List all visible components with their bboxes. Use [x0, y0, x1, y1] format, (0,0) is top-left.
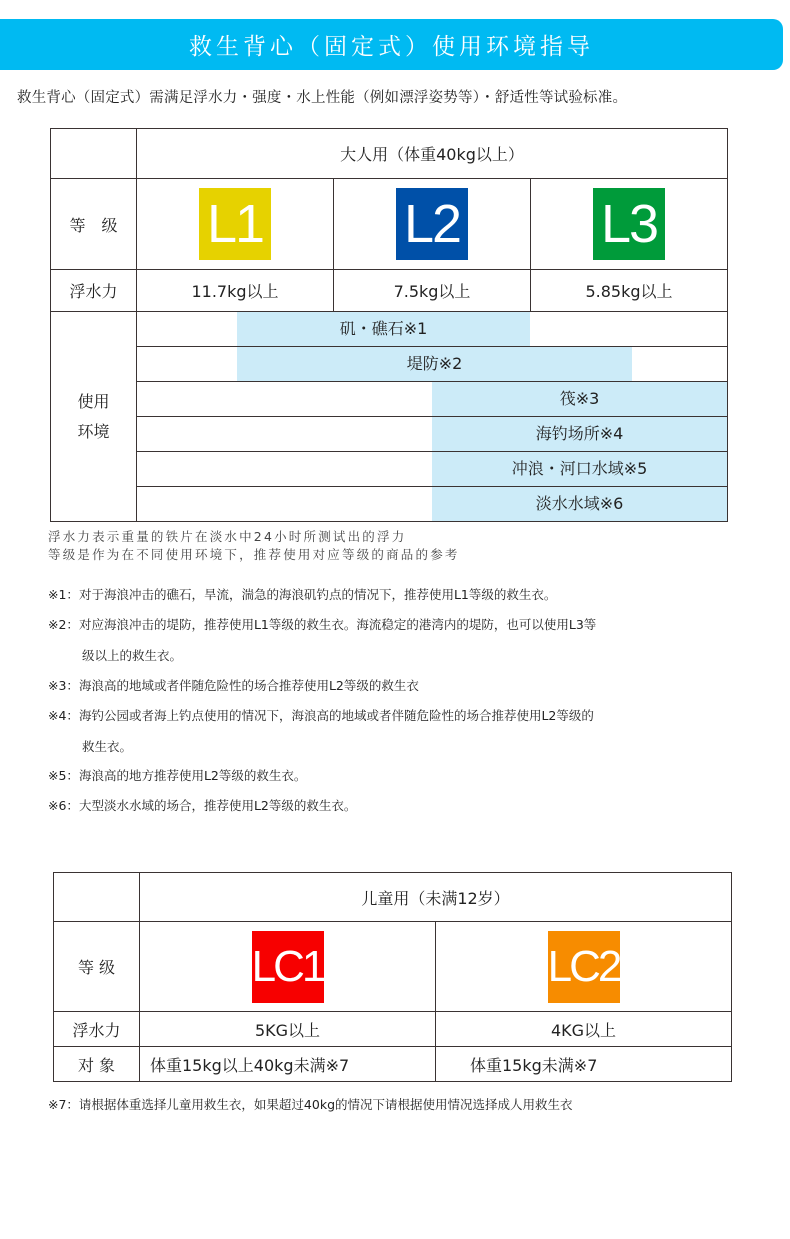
- footnote-text: 海钓公园或者海上钓点使用的情况下，海浪高的地域或者伴随危险性的场合推荐使用L2等级的: [78, 708, 594, 723]
- environment-label-fishing: 海钓场所※4: [535, 424, 624, 443]
- footnote-6: [48, 796, 356, 814]
- environment-bar: [432, 382, 727, 416]
- grade-badge-lc1: LC1: [252, 931, 324, 1003]
- environment-row: [137, 417, 728, 452]
- footnote-text: 大型淡水水域的场合，推荐使用L2等级的救生衣。: [78, 798, 357, 813]
- footnote-mark: ※2：: [48, 617, 79, 632]
- grade-badge-lc2: LC2: [548, 931, 620, 1003]
- footnote-7: ※7：请根据体重选择儿童用救生衣，如果超过40kg的情况下请根据使用情况选择成人用救生衣: [48, 1097, 573, 1112]
- environment-bar: [237, 347, 632, 381]
- grade-cell-lc2: [436, 922, 732, 1012]
- target-lc1: 体重15kg以上40kg未满※7: [140, 1047, 436, 1082]
- environment-bar: [237, 312, 530, 346]
- footnote-2: [48, 615, 596, 633]
- environment-label-embankment: 堤防※2: [406, 354, 463, 373]
- note-line: 等级是作为在不同使用环境下，推荐使用对应等级的商品的参考: [48, 547, 460, 562]
- adult-heading: 大人用（体重40kg以上）: [137, 129, 728, 179]
- footnote-mark: ※6：: [48, 798, 79, 813]
- target-lc2: 体重15kg未满※7: [436, 1047, 732, 1082]
- buoyancy-l1: 11.7kg以上: [137, 270, 334, 312]
- footnote-3: [48, 676, 419, 694]
- grade-cell-l2: [334, 179, 531, 270]
- page-title: 救生背心（固定式）使用环境指导: [189, 34, 594, 60]
- environment-label: [51, 312, 137, 522]
- environment-label-line1: 使用: [77, 391, 110, 411]
- corner-cell: [51, 129, 137, 179]
- grade-badge-l3: L3: [593, 188, 665, 260]
- footnote-4-continuation: 救生衣。: [82, 739, 133, 754]
- note-line: 浮水力表示重量的铁片在淡水中24小时所测试出的浮力: [48, 529, 407, 544]
- environment-label-rocks: 矶・礁石※1: [339, 319, 428, 338]
- environment-row: [137, 347, 728, 382]
- environment-bar: [432, 452, 727, 486]
- environment-bar: [432, 417, 727, 451]
- grade-cell-l3: [531, 179, 728, 270]
- footnote-5: [48, 766, 306, 784]
- grade-cell-l1: [137, 179, 334, 270]
- environment-row: [137, 487, 728, 522]
- footnote-text: 对于海浪冲击的礁石，旱流，湍急的海浪矶钓点的情况下，推荐使用L1等级的救生衣。: [78, 587, 557, 602]
- child-heading: 儿童用（未满12岁）: [140, 873, 732, 922]
- grade-badge-l1: L1: [199, 188, 271, 260]
- environment-label-freshwater: 淡水水域※6: [535, 494, 624, 513]
- title-banner: [0, 19, 783, 70]
- footnote-mark: ※3：: [48, 678, 79, 693]
- environment-label-surf: 冲浪・河口水域※5: [511, 459, 648, 478]
- footnote-1: [48, 585, 556, 603]
- table-notes: [48, 528, 460, 564]
- environment-row: [137, 312, 728, 347]
- grade-label: 等 级: [54, 922, 140, 1012]
- environment-label-raft: 筏※3: [559, 389, 600, 408]
- footnote-2-continuation: 级以上的救生衣。: [82, 648, 183, 663]
- environment-row: [137, 382, 728, 417]
- intro-text: 救生背心（固定式）需满足浮水力・强度・水上性能（例如漂浮姿势等）・舒适性等试验标准。: [17, 90, 628, 106]
- grade-badge-l2: L2: [396, 188, 468, 260]
- child-grade-table: [53, 872, 732, 1082]
- corner-cell: [54, 873, 140, 922]
- buoyancy-lc1: 5KG以上: [140, 1012, 436, 1047]
- adult-grade-table: [50, 128, 728, 522]
- grade-cell-lc1: [140, 922, 436, 1012]
- buoyancy-l3: 5.85kg以上: [531, 270, 728, 312]
- footnote-mark: ※5：: [48, 768, 79, 783]
- footnote-text: 海浪高的地域或者伴随危险性的场合推荐使用L2等级的救生衣: [78, 678, 419, 693]
- footnote-4: [48, 706, 594, 724]
- footnote-mark: ※1：: [48, 587, 79, 602]
- grade-label: 等 级: [51, 179, 137, 270]
- buoyancy-label: 浮水力: [54, 1012, 140, 1047]
- buoyancy-label: 浮水力: [51, 270, 137, 312]
- footnote-mark: ※4：: [48, 708, 79, 723]
- environment-label-line2: 环境: [77, 421, 110, 441]
- environment-bar: [432, 487, 727, 521]
- buoyancy-l2: 7.5kg以上: [334, 270, 531, 312]
- footnote-text: 对应海浪冲击的堤防，推荐使用L1等级的救生衣。海流稳定的港湾内的堤防，也可以使用L3等: [78, 617, 597, 632]
- footnote-text: 海浪高的地方推荐使用L2等级的救生衣。: [78, 768, 307, 783]
- environment-row: [137, 452, 728, 487]
- target-label: 对 象: [54, 1047, 140, 1082]
- buoyancy-lc2: 4KG以上: [436, 1012, 732, 1047]
